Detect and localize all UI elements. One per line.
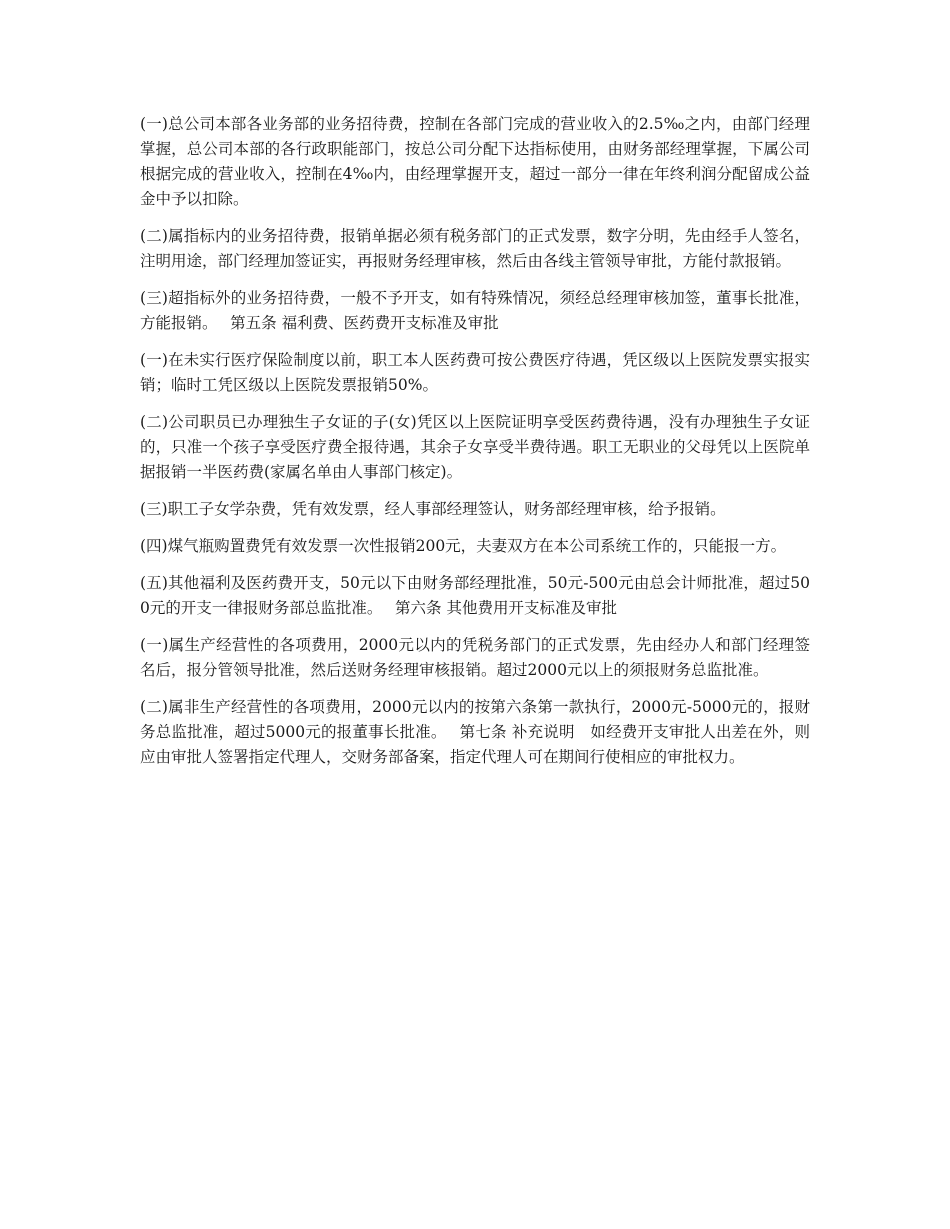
paragraph-4: (一)在未实行医疗保险制度以前，职工本人医药费可按公费医疗待遇，凭区级以上医院发票实报实销；临时工凭区级以上医院发票报销50%。	[140, 351, 810, 394]
paragraph-9: (一)属生产经营性的各项费用，2000元以内的凭税务部门的正式发票，先由经办人和部门经理签名后，报分管领导批准，然后送财务经理审核报销。超过2000元以上的须报财务总监批准。	[140, 636, 810, 679]
paragraph-2: (二)属指标内的业务招待费，报销单据必须有税务部门的正式发票，数字分明，先由经手人签名，注明用途，部门经理加签证实，再报财务经理审核，然后由各线主管领导审批，方能付款报销。	[140, 227, 810, 270]
paragraph-10: (二)属非生产经营性的各项费用，2000元以内的按第六条第一款执行，2000元-5000元的，报财务总监批准，超过5000元的报董事长批准。 第七条 补充说明 如经费开支审批人出差在外，则应由审批人签署指定代理人，交财务部备案，指定代理人可在期间行使相应的审批权力。	[140, 698, 810, 766]
paragraph-7: (四)煤气瓶购置费凭有效发票一次性报销200元，夫妻双方在本公司系统工作的，只能报一方。	[140, 537, 787, 555]
paragraph-6: (三)职工子女学杂费，凭有效发票，经人事部经理签认，财务部经理审核，给予报销。	[140, 500, 726, 518]
paragraph-5: (二)公司职员已办理独生子女证的子(女)凭区以上医院证明享受医药费待遇，没有办理独生子女证的，只准一个孩子享受医疗费全报待遇，其余子女享受半费待遇。职工无职业的父母凭以上医院单据报销一半医药费(家属名单由人事部门核定)。	[140, 413, 810, 481]
document-body	[140, 112, 810, 782]
paragraph-8: (五)其他福利及医药费开支，50元以下由财务部经理批准，50元-500元由总会计师批准，超过500元的开支一律报财务部总监批准。 第六条 其他费用开支标准及审批	[140, 574, 810, 617]
paragraph-3: (三)超指标外的业务招待费，一般不予开支，如有特殊情况，须经总经理审核加签，董事长批准，方能报销。 第五条 福利费、医药费开支标准及审批	[140, 289, 810, 332]
paragraph-1: (一)总公司本部各业务部的业务招待费，控制在各部门完成的营业收入的2.5‰之内，由部门经理掌握，总公司本部的各行政职能部门，按总公司分配下达指标使用，由财务部经理掌握，下属公司根据完成的营业收入，控制在4‰内，由经理掌握开支，超过一部分一律在年终利润分配留成公益金中予以扣除。	[140, 115, 810, 208]
